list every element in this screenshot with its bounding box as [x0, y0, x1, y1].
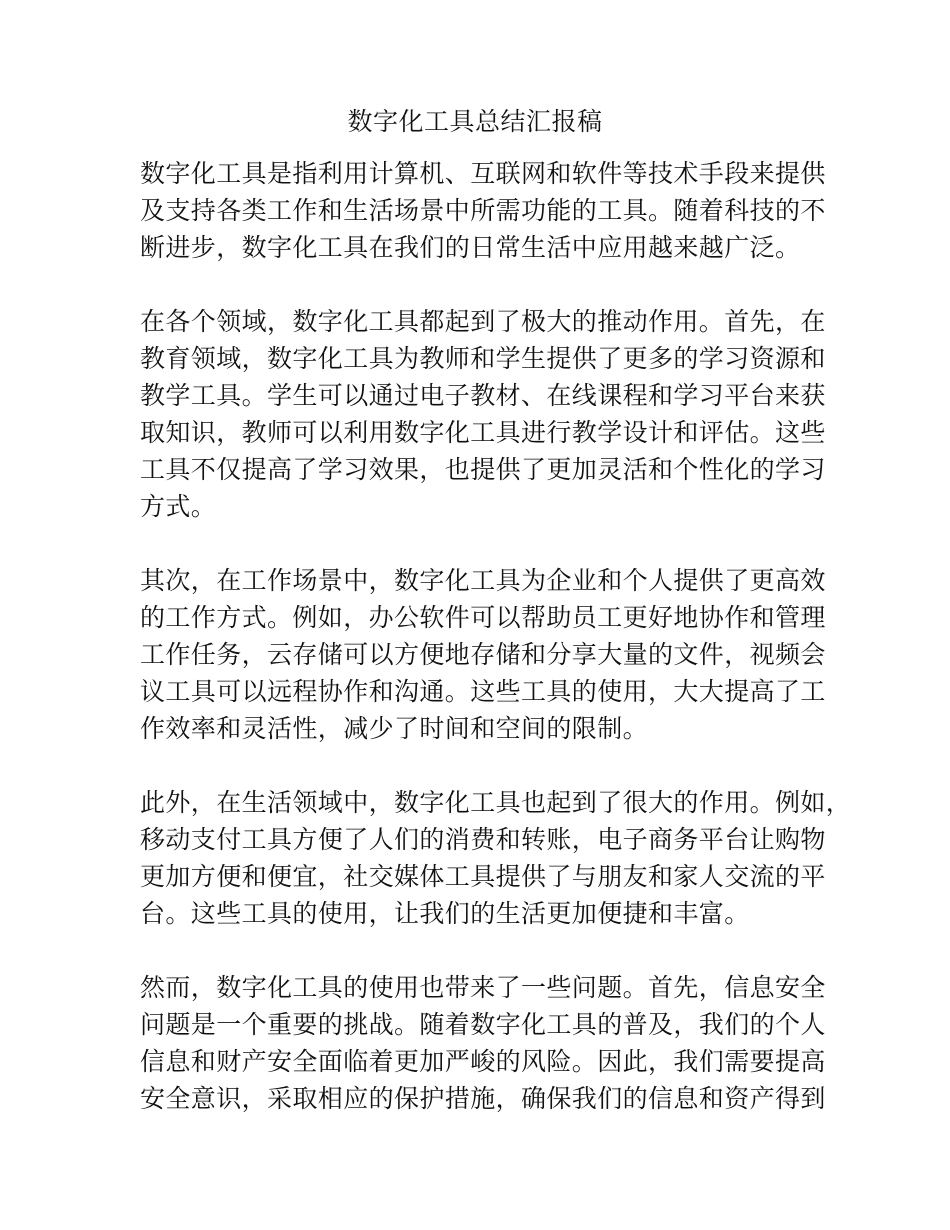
paragraph-line: 教育领域，数字化工具为教师和学生提供了更多的学习资源和: [140, 344, 826, 373]
paragraph-line: 其次，在工作场景中，数字化工具为企业和个人提供了更高效: [140, 566, 826, 595]
paragraph-line: 工作任务，云存储可以方便地存储和分享大量的文件，视频会: [140, 640, 826, 669]
paragraph-line: 教学工具。学生可以通过电子教材、在线课程和学习平台来获: [140, 381, 826, 410]
paragraph-line: 然而，数字化工具的使用也带来了一些问题。首先，信息安全: [140, 973, 826, 1002]
paragraph-line: 此外，在生活领域中，数字化工具也起到了很大的作用。例如，: [140, 788, 852, 817]
paragraph-problems: [140, 969, 830, 1117]
paragraph-line: 在各个领域，数字化工具都起到了极大的推动作用。首先，在: [140, 307, 826, 336]
paragraph-line: 移动支付工具方便了人们的消费和转账，电子商务平台让购物: [140, 825, 826, 854]
paragraph-line: 议工具可以远程协作和沟通。这些工具的使用，大大提高了工: [140, 677, 826, 706]
paragraph-line: 的工作方式。例如，办公软件可以帮助员工更好地协作和管理: [140, 603, 826, 632]
paragraph-education: [140, 303, 830, 525]
paragraph-line: 问题是一个重要的挑战。随着数字化工具的普及，我们的个人: [140, 1010, 826, 1039]
document-body: [140, 155, 852, 1154]
paragraph-line: 方式。: [140, 492, 217, 521]
paragraph-line: 及支持各类工作和生活场景中所需功能的工具。随着科技的不: [140, 196, 826, 225]
paragraph-line: 工具不仅提高了学习效果，也提供了更加灵活和个性化的学习: [140, 455, 826, 484]
paragraph-line: 信息和财产安全面临着更加严峻的风险。因此，我们需要提高: [140, 1047, 826, 1076]
document-title: 数字化工具总结汇报稿: [347, 107, 603, 136]
paragraph-line: 安全意识，采取相应的保护措施，确保我们的信息和资产得到: [140, 1084, 826, 1113]
paragraph-line: 更加方便和便宜，社交媒体工具提供了与朋友和家人交流的平: [140, 862, 826, 891]
paragraph-line: 断进步，数字化工具在我们的日常生活中应用越来越广泛。: [140, 233, 801, 262]
paragraph-line: 取知识，教师可以利用数字化工具进行教学设计和评估。这些: [140, 418, 826, 447]
paragraph-line: 作效率和灵活性，减少了时间和空间的限制。: [140, 714, 649, 743]
paragraph-line: 台。这些工具的使用，让我们的生活更加便捷和丰富。: [140, 899, 750, 928]
paragraph-line: 数字化工具是指利用计算机、互联网和软件等技术手段来提供: [140, 159, 826, 188]
paragraph-intro: [140, 155, 830, 266]
paragraph-work: [140, 562, 830, 747]
paragraph-life: [140, 784, 852, 932]
